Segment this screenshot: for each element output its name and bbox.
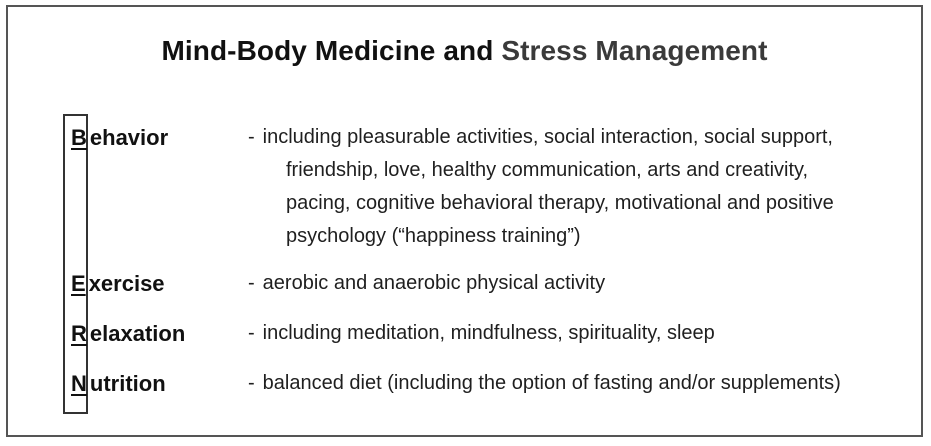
description-text: aerobic and anaerobic physical activity — [262, 272, 606, 294]
dash: - — [248, 272, 255, 294]
description-line — [248, 317, 715, 350]
description-line: psychology (“happiness training”) — [286, 225, 581, 247]
description-relaxation — [248, 317, 715, 350]
dash: - — [248, 372, 255, 394]
term-initial: B — [71, 125, 87, 150]
description-line — [248, 367, 841, 400]
description-exercise — [248, 267, 605, 300]
acronym-box — [63, 114, 88, 414]
term-initial: E — [71, 271, 86, 296]
term-relaxation — [71, 321, 185, 347]
description-line: friendship, love, healthy communication, arts and creativity, — [286, 159, 809, 181]
description-line — [248, 121, 834, 154]
description-line: pacing, cognitive behavioral therapy, motivational and positive — [286, 192, 834, 214]
slide-frame — [6, 5, 923, 437]
term-initial: R — [71, 321, 87, 346]
term-rest: utrition — [89, 371, 166, 396]
term-rest: xercise — [88, 271, 165, 296]
term-initial: N — [71, 371, 87, 396]
description-text: including meditation, mindfulness, spirituality, sleep — [262, 322, 715, 344]
slide-title — [8, 35, 921, 67]
title-part-1: Mind-Body Medicine and — [161, 35, 494, 66]
term-rest: elaxation — [89, 321, 186, 346]
title-part-2: Stress Management — [501, 35, 768, 66]
description-behavior — [248, 121, 834, 253]
term-rest: ehavior — [89, 125, 169, 150]
dash: - — [248, 126, 255, 148]
description-text: including pleasurable activities, social interaction, social support, — [262, 126, 833, 148]
term-exercise — [71, 271, 165, 297]
description-line — [248, 267, 605, 300]
term-nutrition — [71, 371, 166, 397]
description-nutrition — [248, 367, 841, 400]
description-text: balanced diet (including the option of fasting and/or supplements) — [262, 372, 841, 394]
term-behavior — [71, 125, 168, 151]
dash: - — [248, 322, 255, 344]
